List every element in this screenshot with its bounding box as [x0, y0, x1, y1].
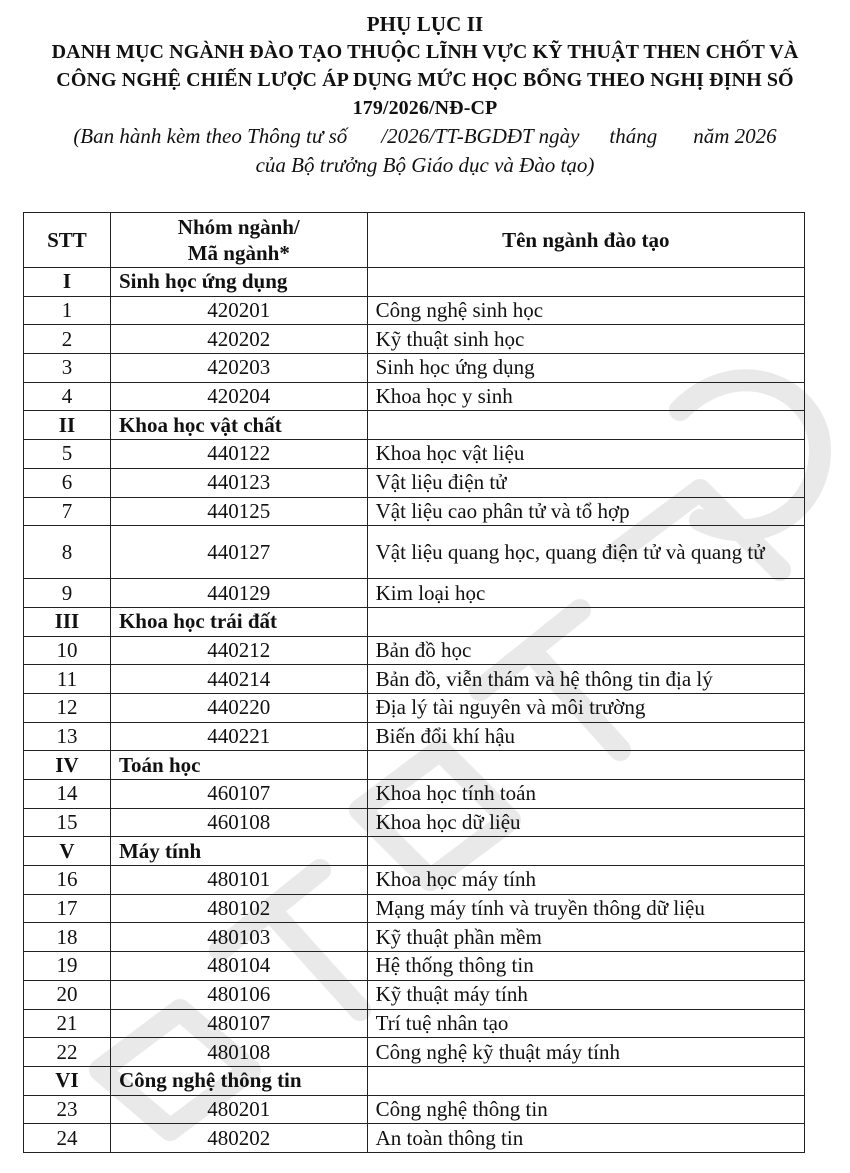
header-group-code-line-2: Mã ngành*: [187, 241, 290, 265]
table-row: [24, 354, 805, 383]
header-stt: STT: [24, 213, 111, 268]
cell-group-name: Khoa học vật chất: [110, 411, 367, 440]
cell-stt: 18: [24, 923, 111, 952]
header-major-name: Tên ngành đào tạo: [367, 213, 804, 268]
cell-stt: 7: [24, 497, 111, 526]
issuance-note-part-a: (Ban hành kèm theo Thông tư số: [73, 124, 348, 148]
cell-major-name: Công nghệ thông tin: [367, 1095, 804, 1124]
cell-major-name: Vật liệu cao phân tử và tổ hợp: [367, 497, 804, 526]
cell-major-code: 480104: [110, 952, 367, 981]
cell-major-name: Kỹ thuật phần mềm: [367, 923, 804, 952]
cell-stt: 8: [24, 526, 111, 579]
table-row: [24, 468, 805, 497]
cell-major-name: [367, 268, 804, 297]
table-row: [24, 1009, 805, 1038]
cell-major-code: 480201: [110, 1095, 367, 1124]
cell-stt: 3: [24, 354, 111, 383]
document-header: [0, 10, 850, 180]
issuance-note-part-d: năm 2026: [693, 124, 777, 148]
table-row: [24, 894, 805, 923]
cell-major-code: 420202: [110, 325, 367, 354]
cell-stt: 13: [24, 722, 111, 751]
document-title-line-1: DANH MỤC NGÀNH ĐÀO TẠO THUỘC LĨNH VỰC KỸ THUẬT THEN CHỐT VÀ: [51, 41, 799, 63]
cell-group-name: Khoa học trái đất: [110, 607, 367, 636]
table-group-row: [24, 751, 805, 780]
cell-major-name: Kỹ thuật sinh học: [367, 325, 804, 354]
cell-major-name: [367, 837, 804, 866]
table-group-row: [24, 837, 805, 866]
cell-group-name: Công nghệ thông tin: [110, 1066, 367, 1095]
table-row: [24, 440, 805, 469]
table-row: [24, 693, 805, 722]
cell-major-code: 440129: [110, 579, 367, 608]
cell-major-code: 440127: [110, 526, 367, 579]
cell-major-code: 460108: [110, 808, 367, 837]
cell-major-code: 440123: [110, 468, 367, 497]
cell-major-name: Khoa học máy tính: [367, 866, 804, 895]
cell-major-code: 480202: [110, 1124, 367, 1153]
issuance-note-line-2: của Bộ trưởng Bộ Giáo dục và Đào tạo): [255, 153, 595, 177]
cell-stt: 6: [24, 468, 111, 497]
cell-major-name: Công nghệ kỹ thuật máy tính: [367, 1038, 804, 1067]
table-row: [24, 980, 805, 1009]
cell-major-code: 440212: [110, 636, 367, 665]
cell-stt: 12: [24, 693, 111, 722]
cell-group-name: Toán học: [110, 751, 367, 780]
table-row: [24, 1124, 805, 1153]
cell-stt: III: [24, 607, 111, 636]
cell-major-code: 480101: [110, 866, 367, 895]
cell-major-name: Trí tuệ nhân tạo: [367, 1009, 804, 1038]
issuance-note-part-c: tháng: [609, 124, 658, 148]
cell-stt: V: [24, 837, 111, 866]
cell-stt: 24: [24, 1124, 111, 1153]
decree-number: 179/2026/NĐ-CP: [352, 97, 498, 119]
table-row: [24, 497, 805, 526]
cell-major-code: 460107: [110, 780, 367, 809]
cell-stt: 21: [24, 1009, 111, 1038]
table-row: [24, 952, 805, 981]
cell-stt: 9: [24, 579, 111, 608]
cell-stt: 1: [24, 296, 111, 325]
cell-stt: 20: [24, 980, 111, 1009]
cell-major-name: [367, 607, 804, 636]
table-row: [24, 296, 805, 325]
table-row: [24, 1038, 805, 1067]
cell-stt: 11: [24, 665, 111, 694]
cell-major-name: Công nghệ sinh học: [367, 296, 804, 325]
cell-major-code: 440122: [110, 440, 367, 469]
table-row: [24, 579, 805, 608]
table-row: [24, 808, 805, 837]
cell-major-name: [367, 1066, 804, 1095]
table-group-row: [24, 1066, 805, 1095]
cell-stt: 5: [24, 440, 111, 469]
table-header-row: [24, 213, 805, 268]
cell-major-code: 440125: [110, 497, 367, 526]
table-group-row: [24, 411, 805, 440]
header-group-code-line-1: Nhóm ngành/: [177, 215, 300, 239]
table-body: [24, 268, 805, 1153]
cell-stt: 22: [24, 1038, 111, 1067]
cell-major-code: 440214: [110, 665, 367, 694]
header-group-code: [110, 213, 367, 268]
cell-major-code: 480102: [110, 894, 367, 923]
cell-stt: I: [24, 268, 111, 297]
cell-major-name: Kỹ thuật máy tính: [367, 980, 804, 1009]
appendix-title: PHỤ LỤC II: [366, 12, 484, 36]
cell-major-name: Bản đồ học: [367, 636, 804, 665]
cell-stt: II: [24, 411, 111, 440]
cell-stt: IV: [24, 751, 111, 780]
cell-major-name: Khoa học dữ liệu: [367, 808, 804, 837]
cell-stt: 15: [24, 808, 111, 837]
cell-stt: 14: [24, 780, 111, 809]
table-row: [24, 526, 805, 579]
cell-major-code: 420203: [110, 354, 367, 383]
cell-major-code: 420201: [110, 296, 367, 325]
cell-stt: 2: [24, 325, 111, 354]
cell-major-name: An toàn thông tin: [367, 1124, 804, 1153]
cell-major-name: Vật liệu điện tử: [367, 468, 804, 497]
cell-major-code: 440220: [110, 693, 367, 722]
cell-major-name: Khoa học vật liệu: [367, 440, 804, 469]
cell-stt: VI: [24, 1066, 111, 1095]
table-row: [24, 866, 805, 895]
cell-major-name: Vật liệu quang học, quang điện tử và quang tử: [367, 526, 804, 579]
table-row: [24, 636, 805, 665]
cell-major-name: Mạng máy tính và truyền thông dữ liệu: [367, 894, 804, 923]
cell-major-name: Khoa học tính toán: [367, 780, 804, 809]
cell-major-code: 420204: [110, 382, 367, 411]
cell-major-name: [367, 411, 804, 440]
cell-major-name: Địa lý tài nguyên và môi trường: [367, 693, 804, 722]
cell-major-code: 480106: [110, 980, 367, 1009]
cell-stt: 23: [24, 1095, 111, 1124]
cell-major-code: 440221: [110, 722, 367, 751]
cell-major-code: 480107: [110, 1009, 367, 1038]
document-title-line-2: CÔNG NGHỆ CHIẾN LƯỢC ÁP DỤNG MỨC HỌC BỔNG THEO NGHỊ ĐỊNH SỐ: [56, 69, 794, 91]
table-row: [24, 923, 805, 952]
cell-group-name: Máy tính: [110, 837, 367, 866]
table-row: [24, 382, 805, 411]
table-row: [24, 722, 805, 751]
issuance-note-part-b: /2026/TT-BGDĐT ngày: [381, 124, 580, 148]
table-group-row: [24, 607, 805, 636]
cell-stt: 10: [24, 636, 111, 665]
table-row: [24, 1095, 805, 1124]
cell-stt: 4: [24, 382, 111, 411]
training-majors-table: [23, 212, 805, 1153]
cell-major-name: [367, 751, 804, 780]
cell-group-name: Sinh học ứng dụng: [110, 268, 367, 297]
issuance-note-line-1: [0, 122, 850, 151]
cell-stt: 17: [24, 894, 111, 923]
table-row: [24, 665, 805, 694]
cell-major-code: 480103: [110, 923, 367, 952]
cell-major-code: 480108: [110, 1038, 367, 1067]
table-group-row: [24, 268, 805, 297]
table-row: [24, 325, 805, 354]
cell-major-name: Kim loại học: [367, 579, 804, 608]
cell-major-name: Bản đồ, viễn thám và hệ thông tin địa lý: [367, 665, 804, 694]
table-row: [24, 780, 805, 809]
cell-major-name: Sinh học ứng dụng: [367, 354, 804, 383]
cell-major-name: Khoa học y sinh: [367, 382, 804, 411]
cell-major-name: Hệ thống thông tin: [367, 952, 804, 981]
cell-stt: 19: [24, 952, 111, 981]
cell-major-name: Biến đổi khí hậu: [367, 722, 804, 751]
cell-stt: 16: [24, 866, 111, 895]
